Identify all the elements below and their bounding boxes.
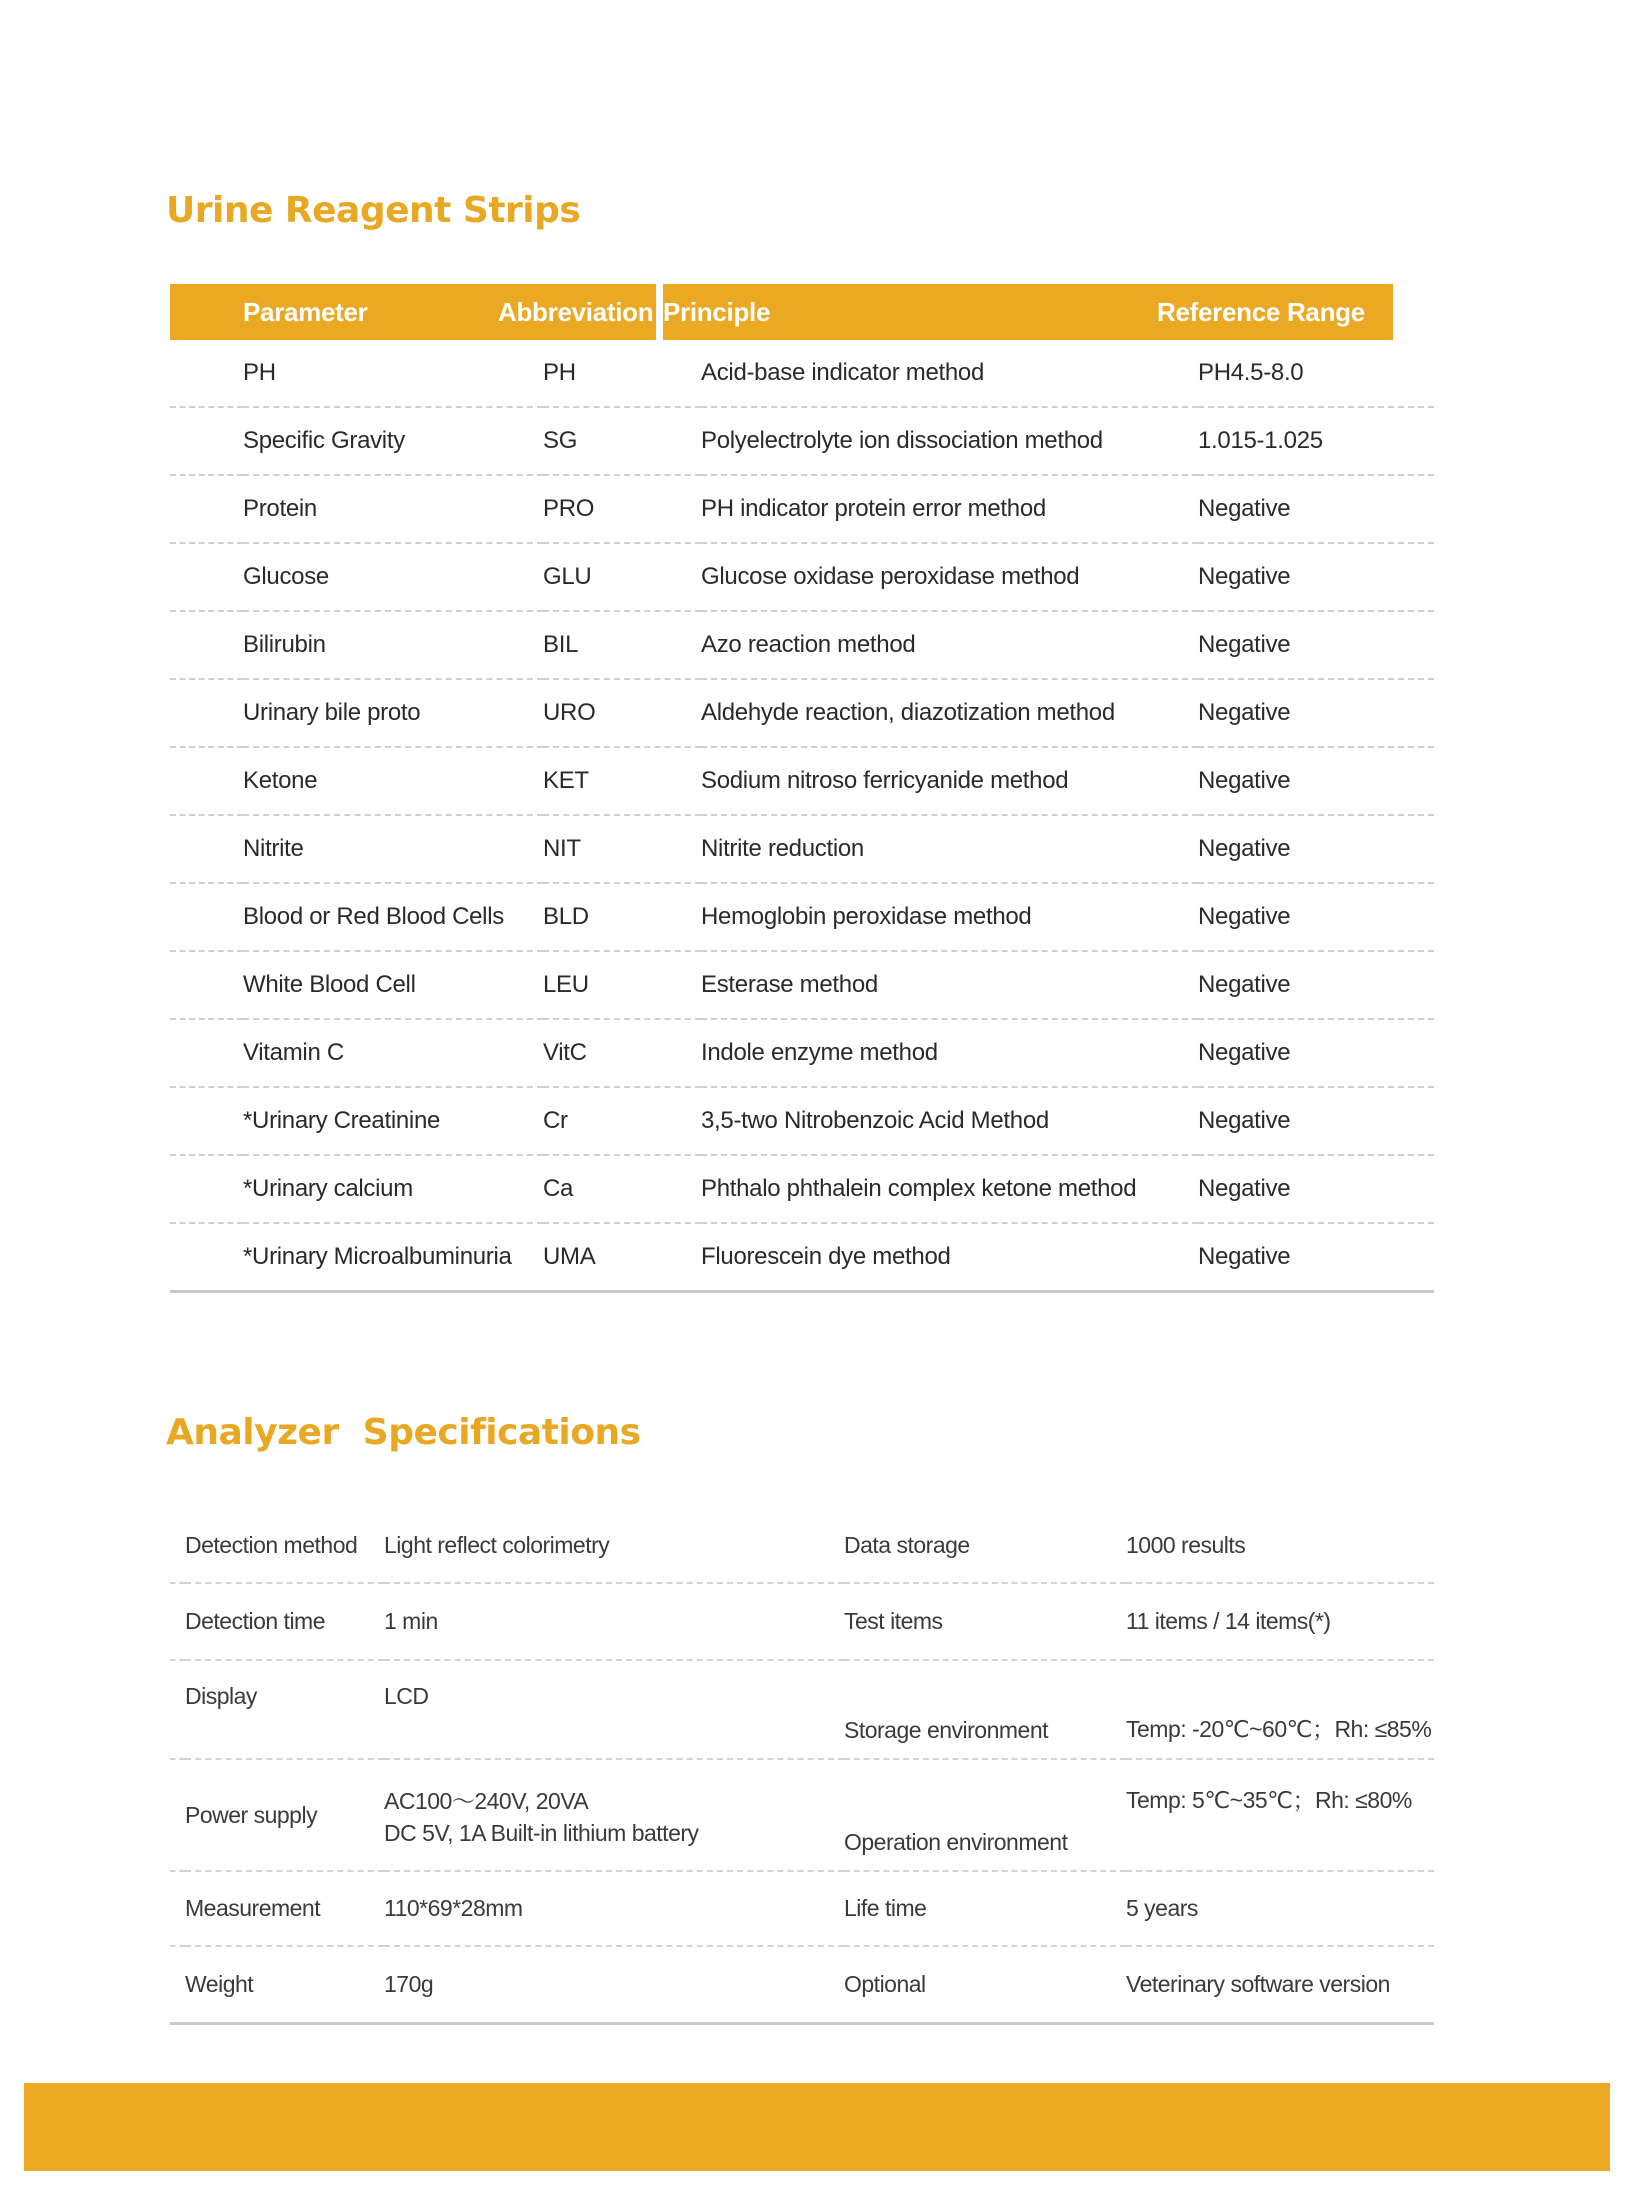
header-principle: Principle: [663, 284, 1160, 340]
table-row: [170, 951, 1434, 1019]
cell-parameter: PH: [243, 340, 543, 407]
table-row: [170, 883, 1434, 951]
analyzer-specifications-table: [170, 1508, 1434, 2025]
spec-spacer: [170, 1871, 185, 1946]
spec-value-line: AC100～240V, 20VA: [384, 1788, 589, 1814]
cell-abbreviation: LEU: [543, 951, 701, 1019]
spec-label: Storage environment: [844, 1660, 1126, 1759]
cell-reference-range: Negative: [1198, 679, 1434, 747]
cell-principle: Glucose oxidase peroxidase method: [701, 543, 1198, 611]
cell-parameter: *Urinary Microalbuminuria: [243, 1223, 543, 1292]
cell-principle: Aldehyde reaction, diazotization method: [701, 679, 1198, 747]
cell-abbreviation: NIT: [543, 815, 701, 883]
spec-value: Light reflect colorimetry: [384, 1508, 844, 1583]
spec-row: [170, 1583, 1434, 1660]
row-spacer: [170, 407, 243, 475]
row-spacer: [170, 1019, 243, 1087]
spec-spacer: [170, 1759, 185, 1871]
cell-abbreviation: KET: [543, 747, 701, 815]
row-spacer: [170, 611, 243, 679]
cell-parameter: Vitamin C: [243, 1019, 543, 1087]
cell-reference-range: Negative: [1198, 543, 1434, 611]
cell-abbreviation: Cr: [543, 1087, 701, 1155]
cell-parameter: Bilirubin: [243, 611, 543, 679]
spec-label: Weight: [185, 1946, 384, 2024]
cell-abbreviation: VitC: [543, 1019, 701, 1087]
cell-reference-range: Negative: [1198, 475, 1434, 543]
row-spacer: [170, 1087, 243, 1155]
cell-parameter: Protein: [243, 475, 543, 543]
spec-value: 1 min: [384, 1583, 844, 1660]
cell-abbreviation: BLD: [543, 883, 701, 951]
cell-principle: PH indicator protein error method: [701, 475, 1198, 543]
row-spacer: [170, 951, 243, 1019]
row-spacer: [170, 1223, 243, 1292]
row-spacer: [170, 815, 243, 883]
spec-label: Measurement: [185, 1871, 384, 1946]
urine-reagent-strips-title: Urine Reagent Strips: [166, 190, 581, 231]
header-spacer: [170, 284, 243, 340]
table-row: [170, 407, 1434, 475]
table-row: [170, 611, 1434, 679]
cell-principle: Nitrite reduction: [701, 815, 1198, 883]
cell-principle: Phthalo phthalein complex ketone method: [701, 1155, 1198, 1223]
cell-abbreviation: PH: [543, 340, 701, 407]
row-spacer: [170, 475, 243, 543]
spec-value: 11 items / 14 items(*): [1126, 1583, 1434, 1660]
spec-label: Display: [185, 1660, 384, 1759]
spec-spacer: [170, 1946, 185, 2024]
cell-parameter: Blood or Red Blood Cells: [243, 883, 543, 951]
spec-value: Temp: 5℃~35℃；Rh: ≤80%: [1126, 1759, 1434, 1871]
row-spacer: [170, 883, 243, 951]
cell-abbreviation: UMA: [543, 1223, 701, 1292]
spec-value: 5 years: [1126, 1871, 1434, 1946]
spec-label: Test items: [844, 1583, 1126, 1660]
cell-principle: Sodium nitroso ferricyanide method: [701, 747, 1198, 815]
spec-label: Detection time: [185, 1583, 384, 1660]
row-spacer: [170, 747, 243, 815]
cell-reference-range: Negative: [1198, 1087, 1434, 1155]
cell-abbreviation: PRO: [543, 475, 701, 543]
table-row: [170, 543, 1434, 611]
spec-value: 110*69*28mm: [384, 1871, 844, 1946]
row-spacer: [170, 340, 243, 407]
spec-label: Optional: [844, 1946, 1126, 2024]
spec-label: Detection method: [185, 1508, 384, 1583]
row-spacer: [170, 543, 243, 611]
table-row: [170, 815, 1434, 883]
table-row: [170, 1155, 1434, 1223]
cell-parameter: Urinary bile proto: [243, 679, 543, 747]
cell-abbreviation: BIL: [543, 611, 701, 679]
cell-reference-range: PH4.5-8.0: [1198, 340, 1434, 407]
spec-value-line: DC 5V, 1A Built-in lithium battery: [384, 1820, 699, 1846]
cell-parameter: Ketone: [243, 747, 543, 815]
spec-spacer: [170, 1508, 185, 1583]
spec-label: Operation environment: [844, 1759, 1126, 1871]
table-row: [170, 747, 1434, 815]
table-row: [170, 1019, 1434, 1087]
spec-spacer: [170, 1583, 185, 1660]
cell-parameter: Nitrite: [243, 815, 543, 883]
spec-row: [170, 1871, 1434, 1946]
cell-parameter: White Blood Cell: [243, 951, 543, 1019]
analyzer-specifications-title: Analyzer Specifications: [166, 1412, 641, 1453]
cell-reference-range: Negative: [1198, 1019, 1434, 1087]
cell-abbreviation: SG: [543, 407, 701, 475]
cell-reference-range: Negative: [1198, 1223, 1434, 1292]
cell-principle: Polyelectrolyte ion dissociation method: [701, 407, 1198, 475]
cell-principle: Acid-base indicator method: [701, 340, 1198, 407]
cell-principle: Azo reaction method: [701, 611, 1198, 679]
spec-label: Life time: [844, 1871, 1126, 1946]
spec-value: LCD: [384, 1660, 844, 1759]
header-reference-range: Reference Range: [1157, 284, 1393, 340]
spec-label: Data storage: [844, 1508, 1126, 1583]
cell-principle: Indole enzyme method: [701, 1019, 1198, 1087]
header-abbreviation: Abbreviation: [498, 284, 656, 340]
row-spacer: [170, 1155, 243, 1223]
cell-reference-range: Negative: [1198, 747, 1434, 815]
spec-row: [170, 1660, 1434, 1759]
cell-abbreviation: URO: [543, 679, 701, 747]
table-row: [170, 1087, 1434, 1155]
footer-bar: [24, 2083, 1610, 2171]
reagent-strips-table: [170, 284, 1434, 1293]
spec-label: Power supply: [185, 1759, 384, 1871]
reagent-strips-body: [170, 340, 1434, 1292]
spec-row: [170, 1508, 1434, 1583]
spec-value: Temp: -20℃~60℃；Rh: ≤85%: [1126, 1660, 1434, 1759]
cell-principle: Hemoglobin peroxidase method: [701, 883, 1198, 951]
cell-principle: Esterase method: [701, 951, 1198, 1019]
cell-reference-range: Negative: [1198, 1155, 1434, 1223]
cell-reference-range: Negative: [1198, 815, 1434, 883]
cell-reference-range: Negative: [1198, 951, 1434, 1019]
cell-reference-range: Negative: [1198, 883, 1434, 951]
cell-principle: 3,5-two Nitrobenzoic Acid Method: [701, 1087, 1198, 1155]
table-row: [170, 340, 1434, 407]
row-spacer: [170, 679, 243, 747]
cell-parameter: Glucose: [243, 543, 543, 611]
header-parameter: Parameter: [243, 284, 543, 340]
spec-value: 1000 results: [1126, 1508, 1434, 1583]
table-row: [170, 475, 1434, 543]
table-row: [170, 679, 1434, 747]
table-row: [170, 1223, 1434, 1292]
spec-value: [384, 1759, 844, 1871]
cell-principle: Fluorescein dye method: [701, 1223, 1198, 1292]
cell-parameter: *Urinary Creatinine: [243, 1087, 543, 1155]
spec-row: [170, 1759, 1434, 1871]
cell-reference-range: 1.015-1.025: [1198, 407, 1434, 475]
table-header-row: [170, 284, 1434, 340]
spec-value: Veterinary software version: [1126, 1946, 1434, 2024]
cell-reference-range: Negative: [1198, 611, 1434, 679]
cell-parameter: *Urinary calcium: [243, 1155, 543, 1223]
cell-parameter: Specific Gravity: [243, 407, 543, 475]
spec-row: [170, 1946, 1434, 2024]
cell-abbreviation: Ca: [543, 1155, 701, 1223]
spec-value: 170g: [384, 1946, 844, 2024]
cell-abbreviation: GLU: [543, 543, 701, 611]
spec-spacer: [170, 1660, 185, 1759]
